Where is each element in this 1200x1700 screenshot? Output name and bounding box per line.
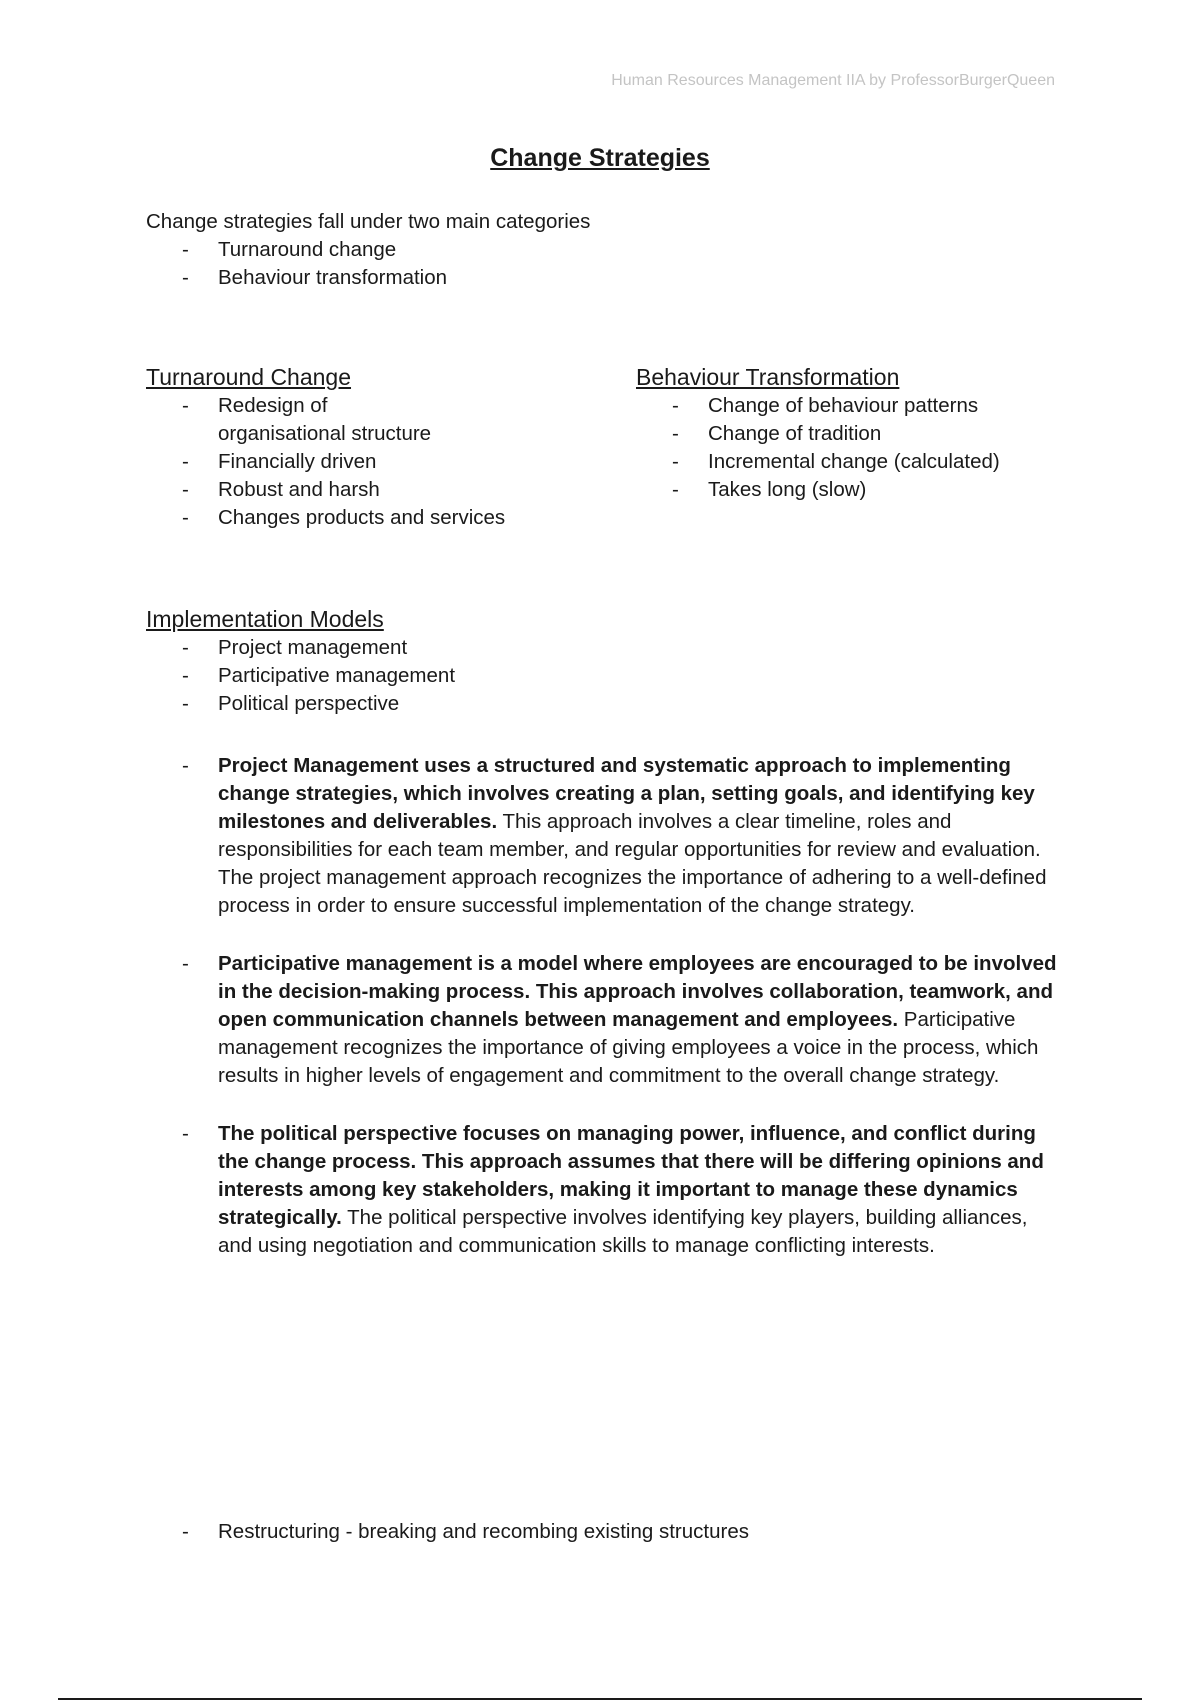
- turnaround-list: [146, 392, 546, 532]
- page-title: Change Strategies: [490, 144, 710, 172]
- detail-bold: Project Management uses a structured and systematic approach to implementing change strategies, which involves creating a plan, setting goals, and identifying key milestones and deliverables.: [218, 754, 1035, 833]
- behaviour-section: [636, 362, 1076, 504]
- intro-list: [146, 236, 1106, 292]
- detail-project-management: [146, 752, 1066, 920]
- list-item: - Change of tradition: [636, 420, 1076, 448]
- list-item: - Change of behaviour patterns: [636, 392, 1076, 420]
- header-note: Human Resources Management IIA by ProfessorBurgerQueen: [611, 72, 1055, 89]
- implementation-list: [146, 634, 1106, 718]
- detail-text: This approach involves a clear timeline, roles and responsibilities for each team member, and regular opportunities for review and evaluation. The project management approach recognizes the importance of adhering to a well-defined process in order to ensure successful implementation of the change strategy.: [218, 810, 1047, 917]
- list-item: - Restructuring - breaking and recombing existing structures: [146, 1518, 1106, 1546]
- turnaround-heading: Turnaround Change: [146, 364, 352, 390]
- list-item: - Changes products and services: [146, 504, 546, 532]
- detail-bold: Participative management is a model where employees are encouraged to be involved in the decision-making process. This approach involves collaboration, teamwork, and open communication channels between management and employees.: [218, 952, 1057, 1031]
- list-item: - Project management: [146, 634, 1106, 662]
- details-list: [146, 752, 1066, 1260]
- intro-text: Change strategies fall under two main categories: [146, 210, 591, 233]
- detail-participative-management: [146, 950, 1066, 1090]
- detail-text: The political perspective involves identifying key players, building alliances, and using negotiation and communication skills to manage conflicting interests.: [218, 1206, 1028, 1257]
- list-item: - Financially driven: [146, 448, 546, 476]
- list-item: - Robust and harsh: [146, 476, 546, 504]
- list-item: - Behaviour transformation: [146, 264, 1106, 292]
- detail-text: Participative management recognizes the importance of giving employees a voice in the process, which results in higher levels of engagement and commitment to the overall change strategy.: [218, 1008, 1039, 1087]
- behaviour-list: [636, 392, 1076, 504]
- restructuring-list: [146, 1518, 1106, 1546]
- detail-political-perspective: [146, 1120, 1066, 1260]
- implementation-section: [146, 604, 1106, 718]
- turnaround-section: [146, 362, 546, 532]
- restructuring-section: [146, 1518, 1106, 1546]
- detail-bold: The political perspective focuses on managing power, influence, and conflict during the change process. This approach assumes that there will be differing opinions and interests among key stakeholders, making it important to manage these dynamics strategically.: [218, 1122, 1044, 1229]
- intro-section: [146, 208, 1106, 292]
- details-section: [146, 752, 1066, 1290]
- list-item: - Takes long (slow): [636, 476, 1076, 504]
- list-item: - Turnaround change: [146, 236, 1106, 264]
- list-item: - Participative management: [146, 662, 1106, 690]
- list-item: - Political perspective: [146, 690, 1106, 718]
- behaviour-heading: Behaviour Transformation: [636, 364, 900, 390]
- implementation-heading: Implementation Models: [146, 606, 384, 632]
- list-item: - Incremental change (calculated): [636, 448, 1076, 476]
- list-item: - Redesign of organisational structure: [146, 392, 458, 448]
